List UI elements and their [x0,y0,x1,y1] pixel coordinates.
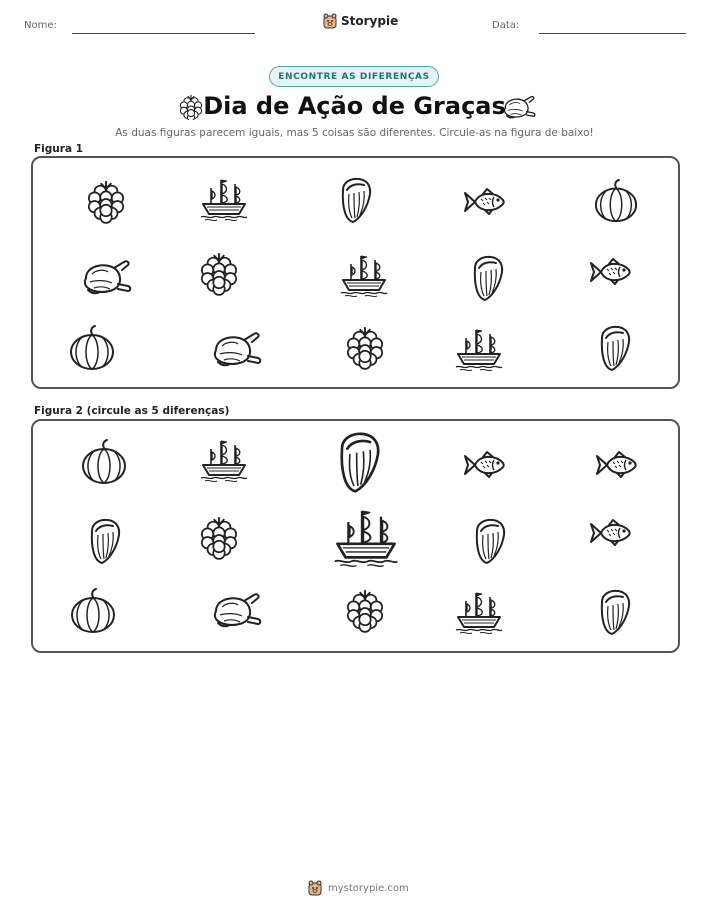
figure1-item[interactable] [339,252,389,298]
figure1-item[interactable] [68,324,116,372]
figure1-item[interactable] [344,324,386,368]
figure2-item[interactable] [69,587,117,635]
date-line[interactable] [539,33,686,34]
figure2-item[interactable] [454,589,504,635]
figure2-panel [31,419,680,653]
figure1-item[interactable] [454,326,504,372]
leaf-icon [86,517,122,565]
turkey-icon [208,328,262,370]
figure1-item[interactable] [469,254,505,302]
leaf-icon [596,324,632,372]
figure1-item[interactable] [85,178,127,222]
ship-icon [454,326,504,372]
figure2-item[interactable] [208,589,262,631]
figure2-item[interactable] [331,430,385,494]
ship-icon [199,176,249,222]
bear-icon [323,13,337,29]
brand-logo [323,13,398,29]
figure2-item[interactable] [80,438,128,486]
figure2-item[interactable] [198,514,240,558]
raspberry-icon [198,514,240,558]
figure1-item[interactable] [208,328,262,370]
bear-icon [308,880,322,896]
ship-icon [454,589,504,635]
figure1-item[interactable] [587,256,635,288]
pumpkin-icon [593,178,639,224]
ship-icon [199,437,249,483]
figure2-label: Figura 2 (circule as 5 diferenças) [34,405,230,417]
turkey-icon [78,256,132,298]
fish-icon [587,517,635,549]
figure1-item[interactable] [461,186,509,218]
leaf-icon [337,176,373,224]
activity-badge: ENCONTRE AS DIFERENÇAS [269,66,439,87]
raspberry-icon [344,324,386,368]
instructions-text: As duas figuras parecem iguais, mas 5 coisas são diferentes. Circule-as na figura de baixo! [115,127,594,139]
figure1-item[interactable] [198,250,240,294]
figure2-item[interactable] [471,517,507,565]
fish-icon [587,256,635,288]
leaf-icon [469,254,505,302]
leaf-icon [331,430,385,494]
fish-icon [461,186,509,218]
pumpkin-icon [68,324,116,372]
figure1-item[interactable] [78,256,132,298]
leaf-icon [471,517,507,565]
raspberry-icon [85,178,127,222]
fish-icon [593,449,641,481]
figure1-item[interactable] [337,176,373,224]
footer [308,880,409,896]
date-label: Data: [492,20,520,31]
figure2-item[interactable] [461,449,509,481]
brand-name: Storypie [341,14,399,28]
pumpkin-icon [69,587,117,635]
name-label: Nome: [24,20,57,31]
figure1-label: Figura 1 [34,143,83,155]
figure2-item[interactable] [344,587,386,631]
figure1-panel [31,156,680,389]
figure2-item[interactable] [596,588,632,636]
raspberry-icon [344,587,386,631]
figure2-item[interactable] [587,517,635,549]
ship-icon [332,505,400,569]
raspberry-icon [198,250,240,294]
page-title: Dia de Ação de Graças [203,92,506,120]
figure2-item[interactable] [86,517,122,565]
footer-url: mystorypie.com [328,882,409,894]
figure1-item[interactable] [593,178,639,224]
figure2-item[interactable] [332,505,400,569]
turkey-icon [500,93,536,120]
figure2-item[interactable] [199,437,249,483]
turkey-icon [208,589,262,631]
figure1-item[interactable] [596,324,632,372]
name-line[interactable] [72,33,255,34]
figure2-item[interactable] [593,449,641,481]
ship-icon [339,252,389,298]
fish-icon [461,449,509,481]
leaf-icon [596,588,632,636]
figure1-item[interactable] [199,176,249,222]
pumpkin-icon [80,438,128,486]
